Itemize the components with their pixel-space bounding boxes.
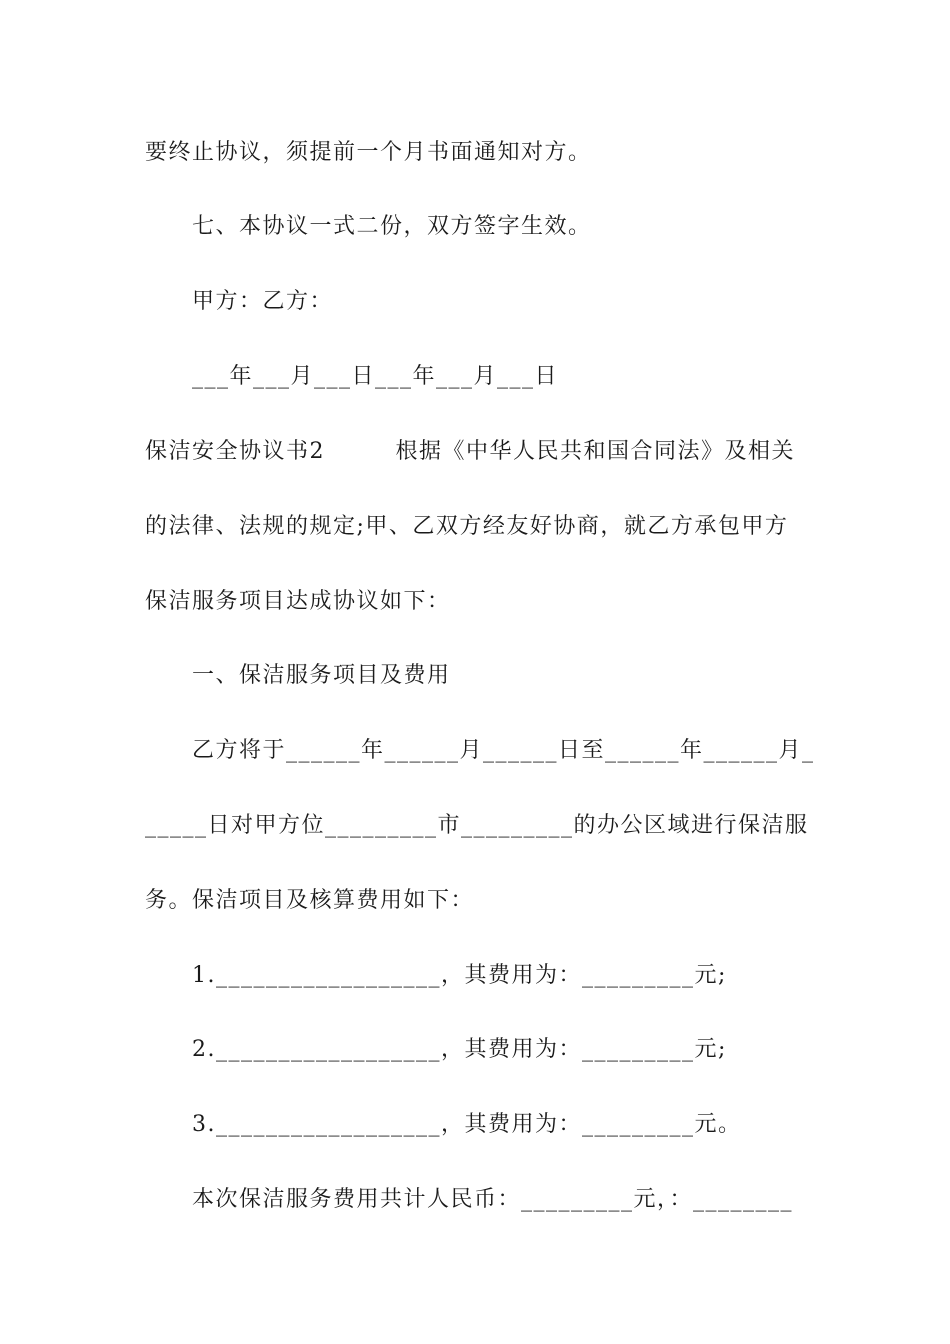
text-line-period: 乙方将于______年______月______日至______年______月_ <box>192 738 815 763</box>
text-line-location: _____日对甲方位_________市_________的办公区域进行保洁服 <box>145 813 809 838</box>
text-line-intro-cont: 的法律、法规的规定;甲、乙双方经友好协商，就乙方承包甲方 <box>145 514 789 539</box>
fee-item-1: 1.__________________，其费用为：_________元; <box>192 963 727 988</box>
text-line-termination: 要终止协议，须提前一个月书面通知对方。 <box>145 140 592 165</box>
fee-item-2: 2.__________________，其费用为：_________元; <box>192 1037 727 1062</box>
text-line-dates: ___年___月___日___年___月___日 <box>192 364 559 389</box>
text-line-parties: 甲方：乙方： <box>192 289 334 314</box>
text-line-title-intro: 保洁安全协议书2 根据《中华人民共和国合同法》及相关 <box>145 439 795 464</box>
text-line-clause-seven: 七、本协议一式二份，双方签字生效。 <box>192 214 592 239</box>
text-line-intro-end: 保洁服务项目达成协议如下： <box>145 589 451 614</box>
text-line-total: 本次保洁服务费用共计人民币：_________元，：________ <box>192 1187 794 1212</box>
section-heading-one: 一、保洁服务项目及费用 <box>192 663 451 688</box>
text-line-items-intro: 务。保洁项目及核算费用如下： <box>145 888 475 913</box>
fee-item-3: 3.__________________，其费用为：_________元。 <box>192 1112 742 1137</box>
